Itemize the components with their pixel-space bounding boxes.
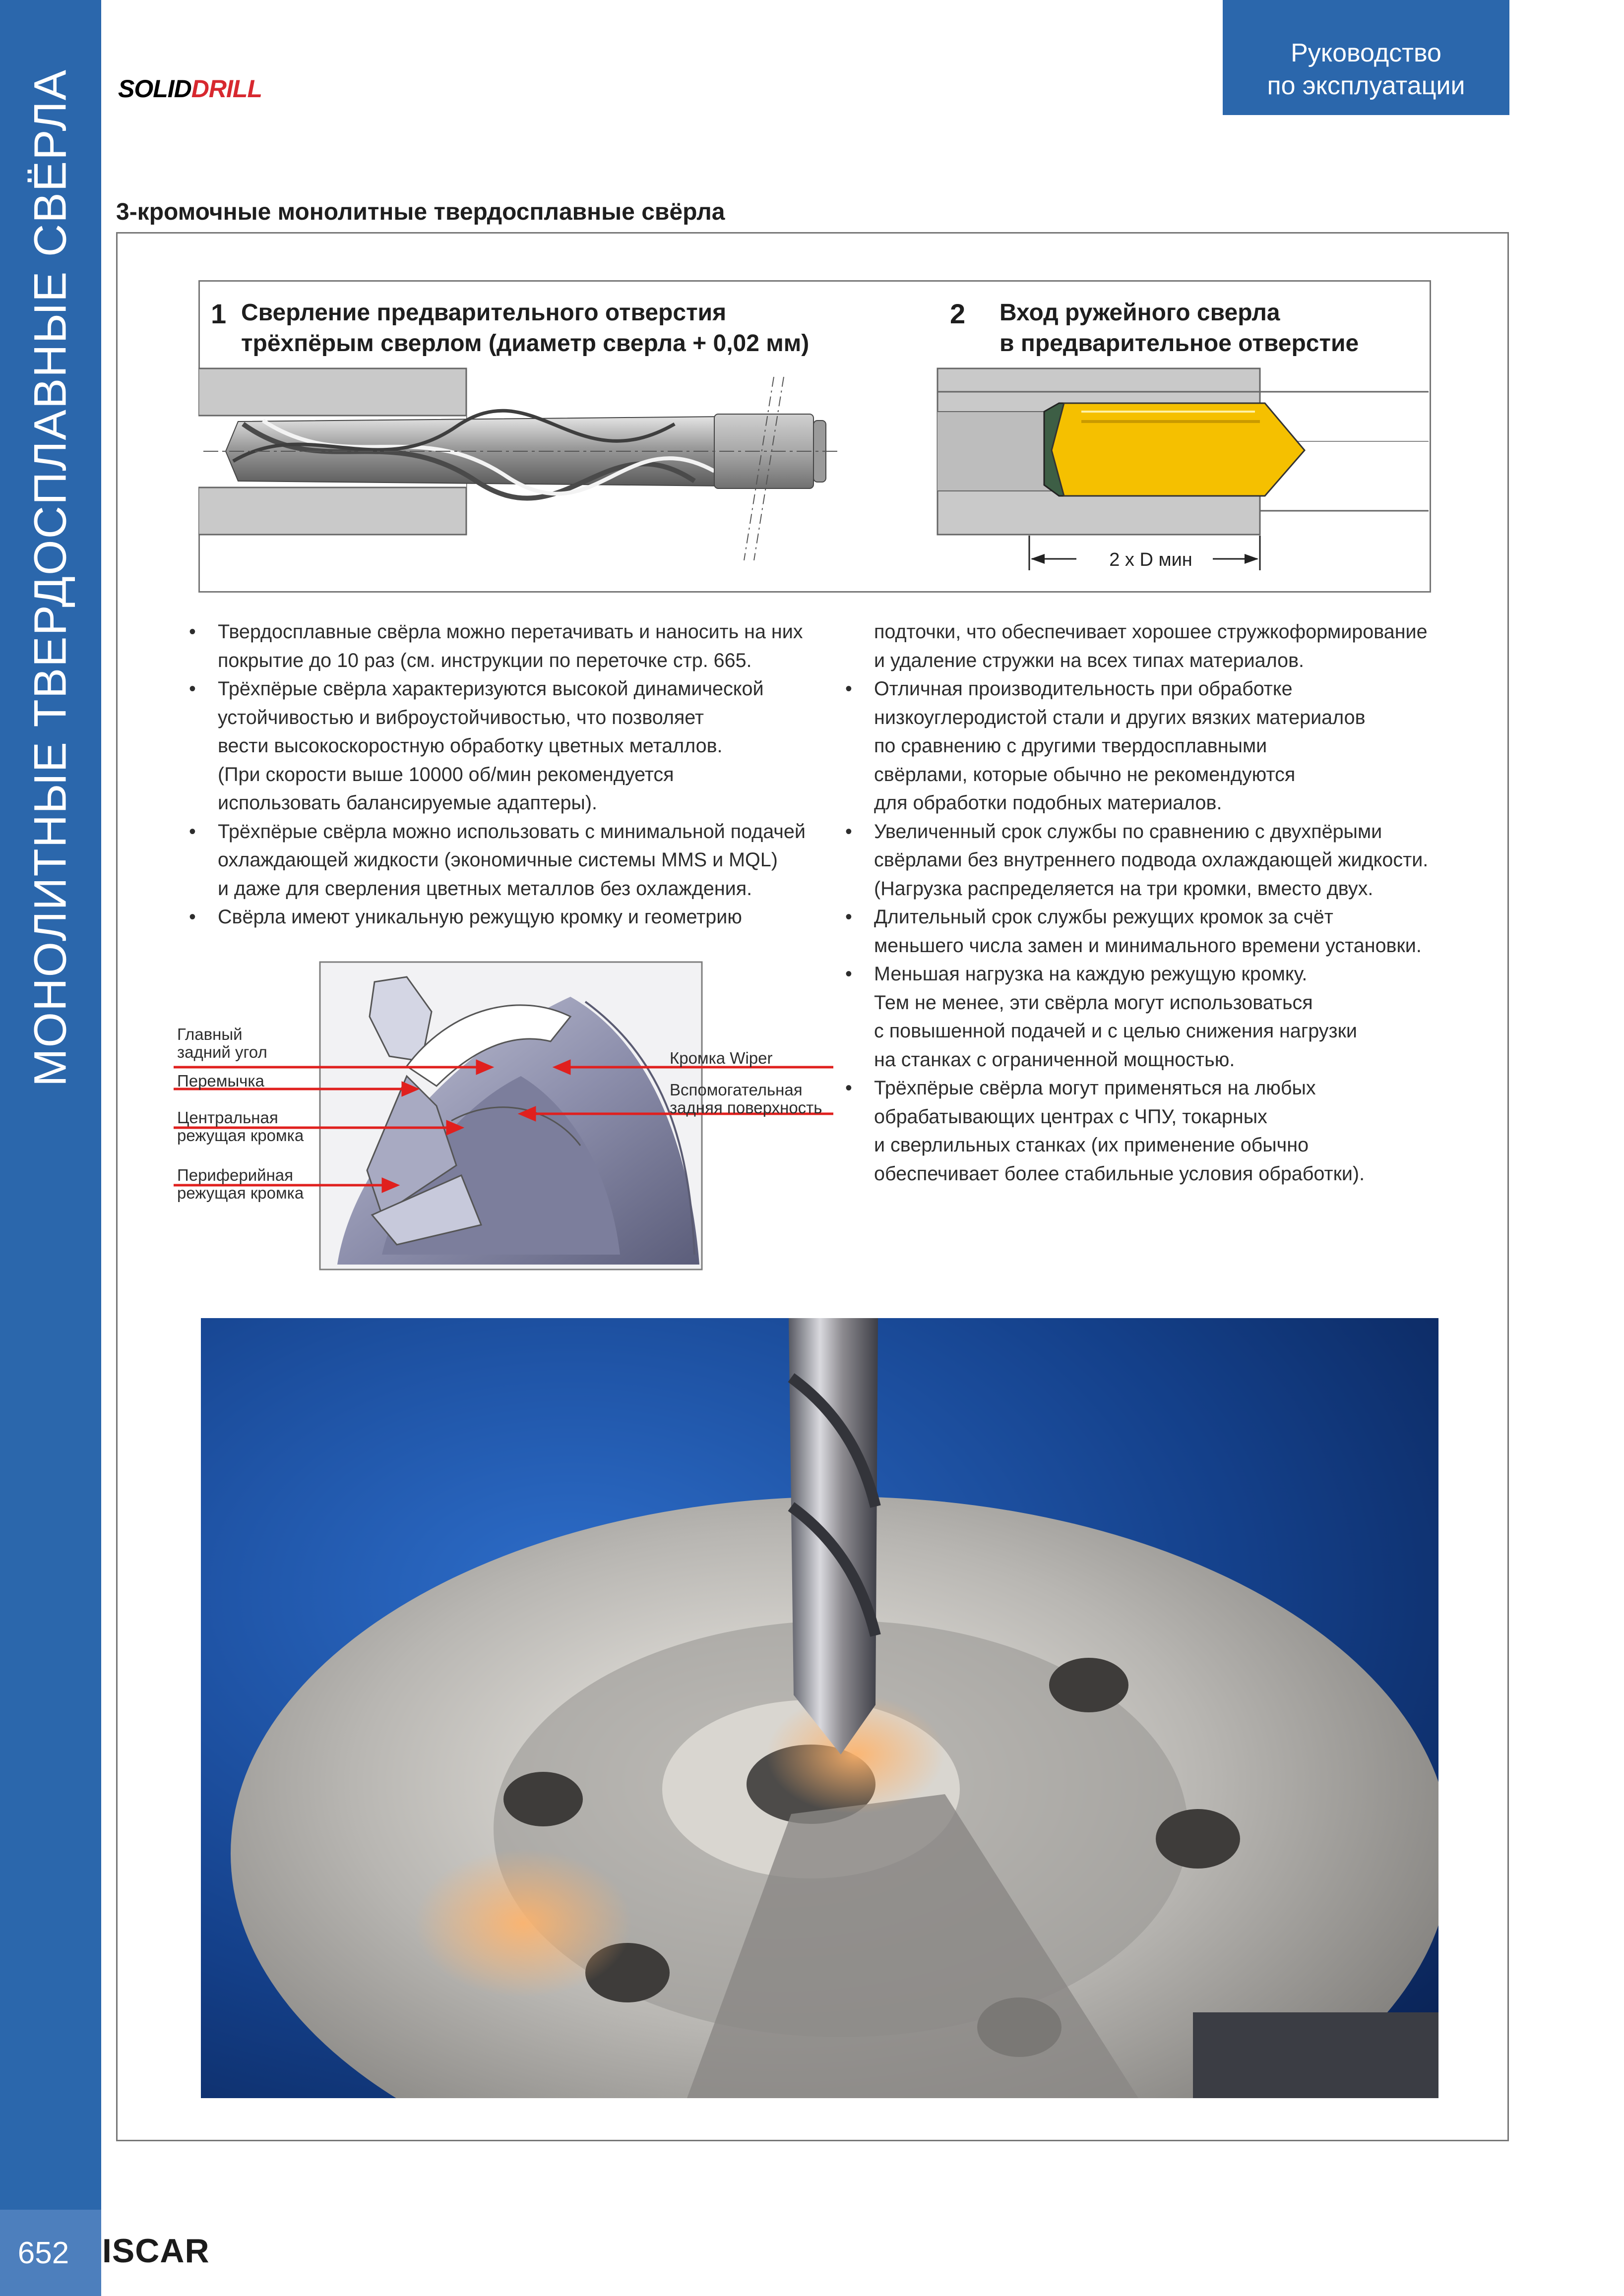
label-wiper: Кромка Wiper — [670, 1049, 773, 1067]
right-item-4: • Меньшая нагрузка на каждую режущую кромку. Тем не менее, эти свёрла могут использоваться с повышенной подачей и с целью снижения нагрузки на станках с ограниченной мощностью. — [843, 960, 1428, 1074]
left-item-2: • Трёхпёрые свёрла характеризуются высокой динамической устойчивостью и виброустойчивостью, что позволяет вести высокоскоростную обработку цветных металлов. (При скорости выше 10000 об/мин рекомендуется использовать балансируемые адаптеры). — [187, 675, 806, 818]
label-peripheral-edge: Периферийная режущая кромка — [177, 1166, 304, 1202]
step1-drill-illustration — [198, 362, 843, 560]
step1-number: 1 — [211, 298, 227, 329]
dimension-label: 2 x D мин — [1109, 549, 1192, 570]
page-number: 652 — [17, 2236, 69, 2270]
guide-line-1: Руководство — [1291, 39, 1441, 67]
footer-brand: ISCAR — [102, 2232, 210, 2270]
step2-number: 2 — [950, 298, 966, 329]
left-feature-list — [187, 618, 806, 932]
gundrill-body — [1052, 403, 1305, 496]
sidebar-title: МОНОЛИТНЫЕ ТВЕРДОСПЛАВНЫЕ СВЁРЛА — [25, 68, 76, 1087]
solid-drill-logo — [118, 74, 262, 103]
left-item-4: • Свёрла имеют уникальную режущую кромку и геометрию — [187, 903, 806, 932]
right-item-5: • Трёхпёрые свёрла могут применяться на любых обрабатывающих центрах с ЧПУ, токарных и сверлильных станках (их применение обычно обеспечивает более стабильные условия обработки). — [843, 1074, 1428, 1188]
left-item-1: • Твердосплавные свёрла можно перетачивать и наносить на них покрытие до 10 раз (см. инструкции по переточке стр. 665. — [187, 618, 806, 675]
left-item-3: • Трёхпёрые свёрла можно использовать с минимальной подачей охлаждающей жидкости (экономичные системы MMS и MQL) и даже для сверления цветных металлов без охлаждения. — [187, 818, 806, 904]
logo-drill-text: DRILL — [191, 75, 262, 103]
step1-line2: трёхпёрым сверлом (диаметр сверла + 0,02 мм) — [241, 330, 810, 357]
step1-line1: Сверление предварительного отверстия — [241, 300, 727, 326]
guide-line-2: по эксплуатации — [1267, 71, 1465, 100]
sidebar — [0, 0, 101, 2296]
right-item-2: • Увеличенный срок службы по сравнению с двухпёрыми свёрлами без внутреннего подвода охлаждающей жидкости. (Нагрузка распределяется на три кромки, вместо двух. — [843, 818, 1428, 904]
right-item-1: • Отличная производительность при обработке низкоуглеродистой стали и других вязких материалов по сравнению с другими твердосплавными свёрлами, которые обычно не рекомендуются для обработки подобных материалов. — [843, 675, 1428, 818]
label-central-edge: Центральная режущая кромка — [177, 1108, 304, 1145]
section-title: 3-кромочные монолитные твердосплавные свёрла — [116, 199, 725, 225]
user-guide-badge — [1223, 0, 1509, 115]
step2-line1: Вход ружейного сверла — [999, 300, 1280, 326]
right-feature-list — [843, 618, 1428, 1188]
step2-line2: в предварительное отверстие — [999, 330, 1359, 357]
label-secondary-clearance: Вспомогательная задняя поверхность — [670, 1081, 822, 1117]
right-continuation: подточки, что обеспечивает хорошее стружкоформирование и удаление стружки на всех типах материалов. — [874, 621, 1428, 671]
logo-solid-text: SOLID — [118, 75, 191, 103]
label-web: Перемычка — [177, 1072, 264, 1090]
right-item-3: • Длительный срок службы режущих кромок за счёт меньшего числа замен и минимального времени установки. — [843, 903, 1428, 960]
label-main-clearance: Главный задний угол — [177, 1025, 267, 1061]
drilling-flange-photo — [201, 1318, 1438, 2098]
